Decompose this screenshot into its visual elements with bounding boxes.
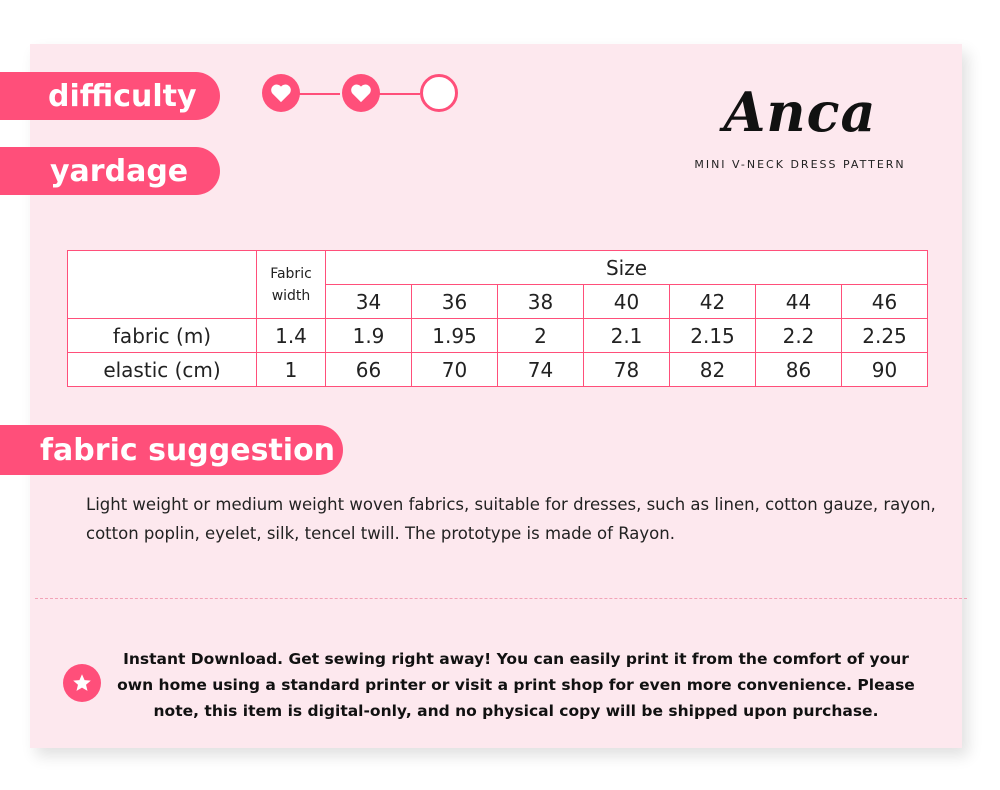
fabric-width-header: Fabric width [257,251,326,319]
difficulty-label: difficulty [0,72,220,120]
value-cell: 66 [326,353,412,387]
width-cell: 1 [257,353,326,387]
empty-rating-circle [420,74,458,112]
fabric-suggestion-label: fabric suggestion [0,425,343,475]
size-cell: 40 [584,285,670,319]
value-cell: 86 [756,353,842,387]
star-icon [63,664,101,702]
value-cell: 70 [412,353,498,387]
value-cell: 2.1 [584,319,670,353]
value-cell: 2.15 [670,319,756,353]
size-cell: 44 [756,285,842,319]
value-cell: 2 [498,319,584,353]
yardage-label: yardage [0,147,220,195]
value-cell: 1.95 [412,319,498,353]
width-cell: 1.4 [257,319,326,353]
value-cell: 82 [670,353,756,387]
table-corner-cell [68,251,257,319]
value-cell: 74 [498,353,584,387]
size-cell: 36 [412,285,498,319]
size-cell: 42 [670,285,756,319]
brand-subtitle: MINI V-NECK DRESS PATTERN [694,158,906,171]
row-label: fabric (m) [68,319,257,353]
rating-connector [378,93,420,95]
table-row [68,319,928,353]
yardage-table [67,250,928,387]
value-cell: 2.2 [756,319,842,353]
value-cell: 78 [584,353,670,387]
row-label: elastic (cm) [68,353,257,387]
dashed-divider [35,598,967,599]
table-row [68,353,928,387]
difficulty-rating [260,74,462,116]
size-cell: 34 [326,285,412,319]
size-header: Size [326,251,928,285]
value-cell: 2.25 [842,319,928,353]
brand-name: Anca [723,80,877,144]
rating-connector [298,93,340,95]
brand-block [690,80,910,171]
size-cell: 46 [842,285,928,319]
fabric-suggestion-text: Light weight or medium weight woven fabrics, suitable for dresses, such as linen, cotton gauze, rayon, cotton poplin, eyelet, silk, tencel twill. The prototype is made of Rayon. [86,495,936,543]
value-cell: 90 [842,353,928,387]
heart-icon [342,74,380,112]
instant-download-notice: Instant Download. Get sewing right away! You can easily print it from the comfort of your own home using a standard printer or visit a print shop for even more convenience. Please note, this item is digital-only, and no physical copy will be shipped upon purchase. [117,650,915,720]
value-cell: 1.9 [326,319,412,353]
size-cell: 38 [498,285,584,319]
heart-icon [262,74,300,112]
